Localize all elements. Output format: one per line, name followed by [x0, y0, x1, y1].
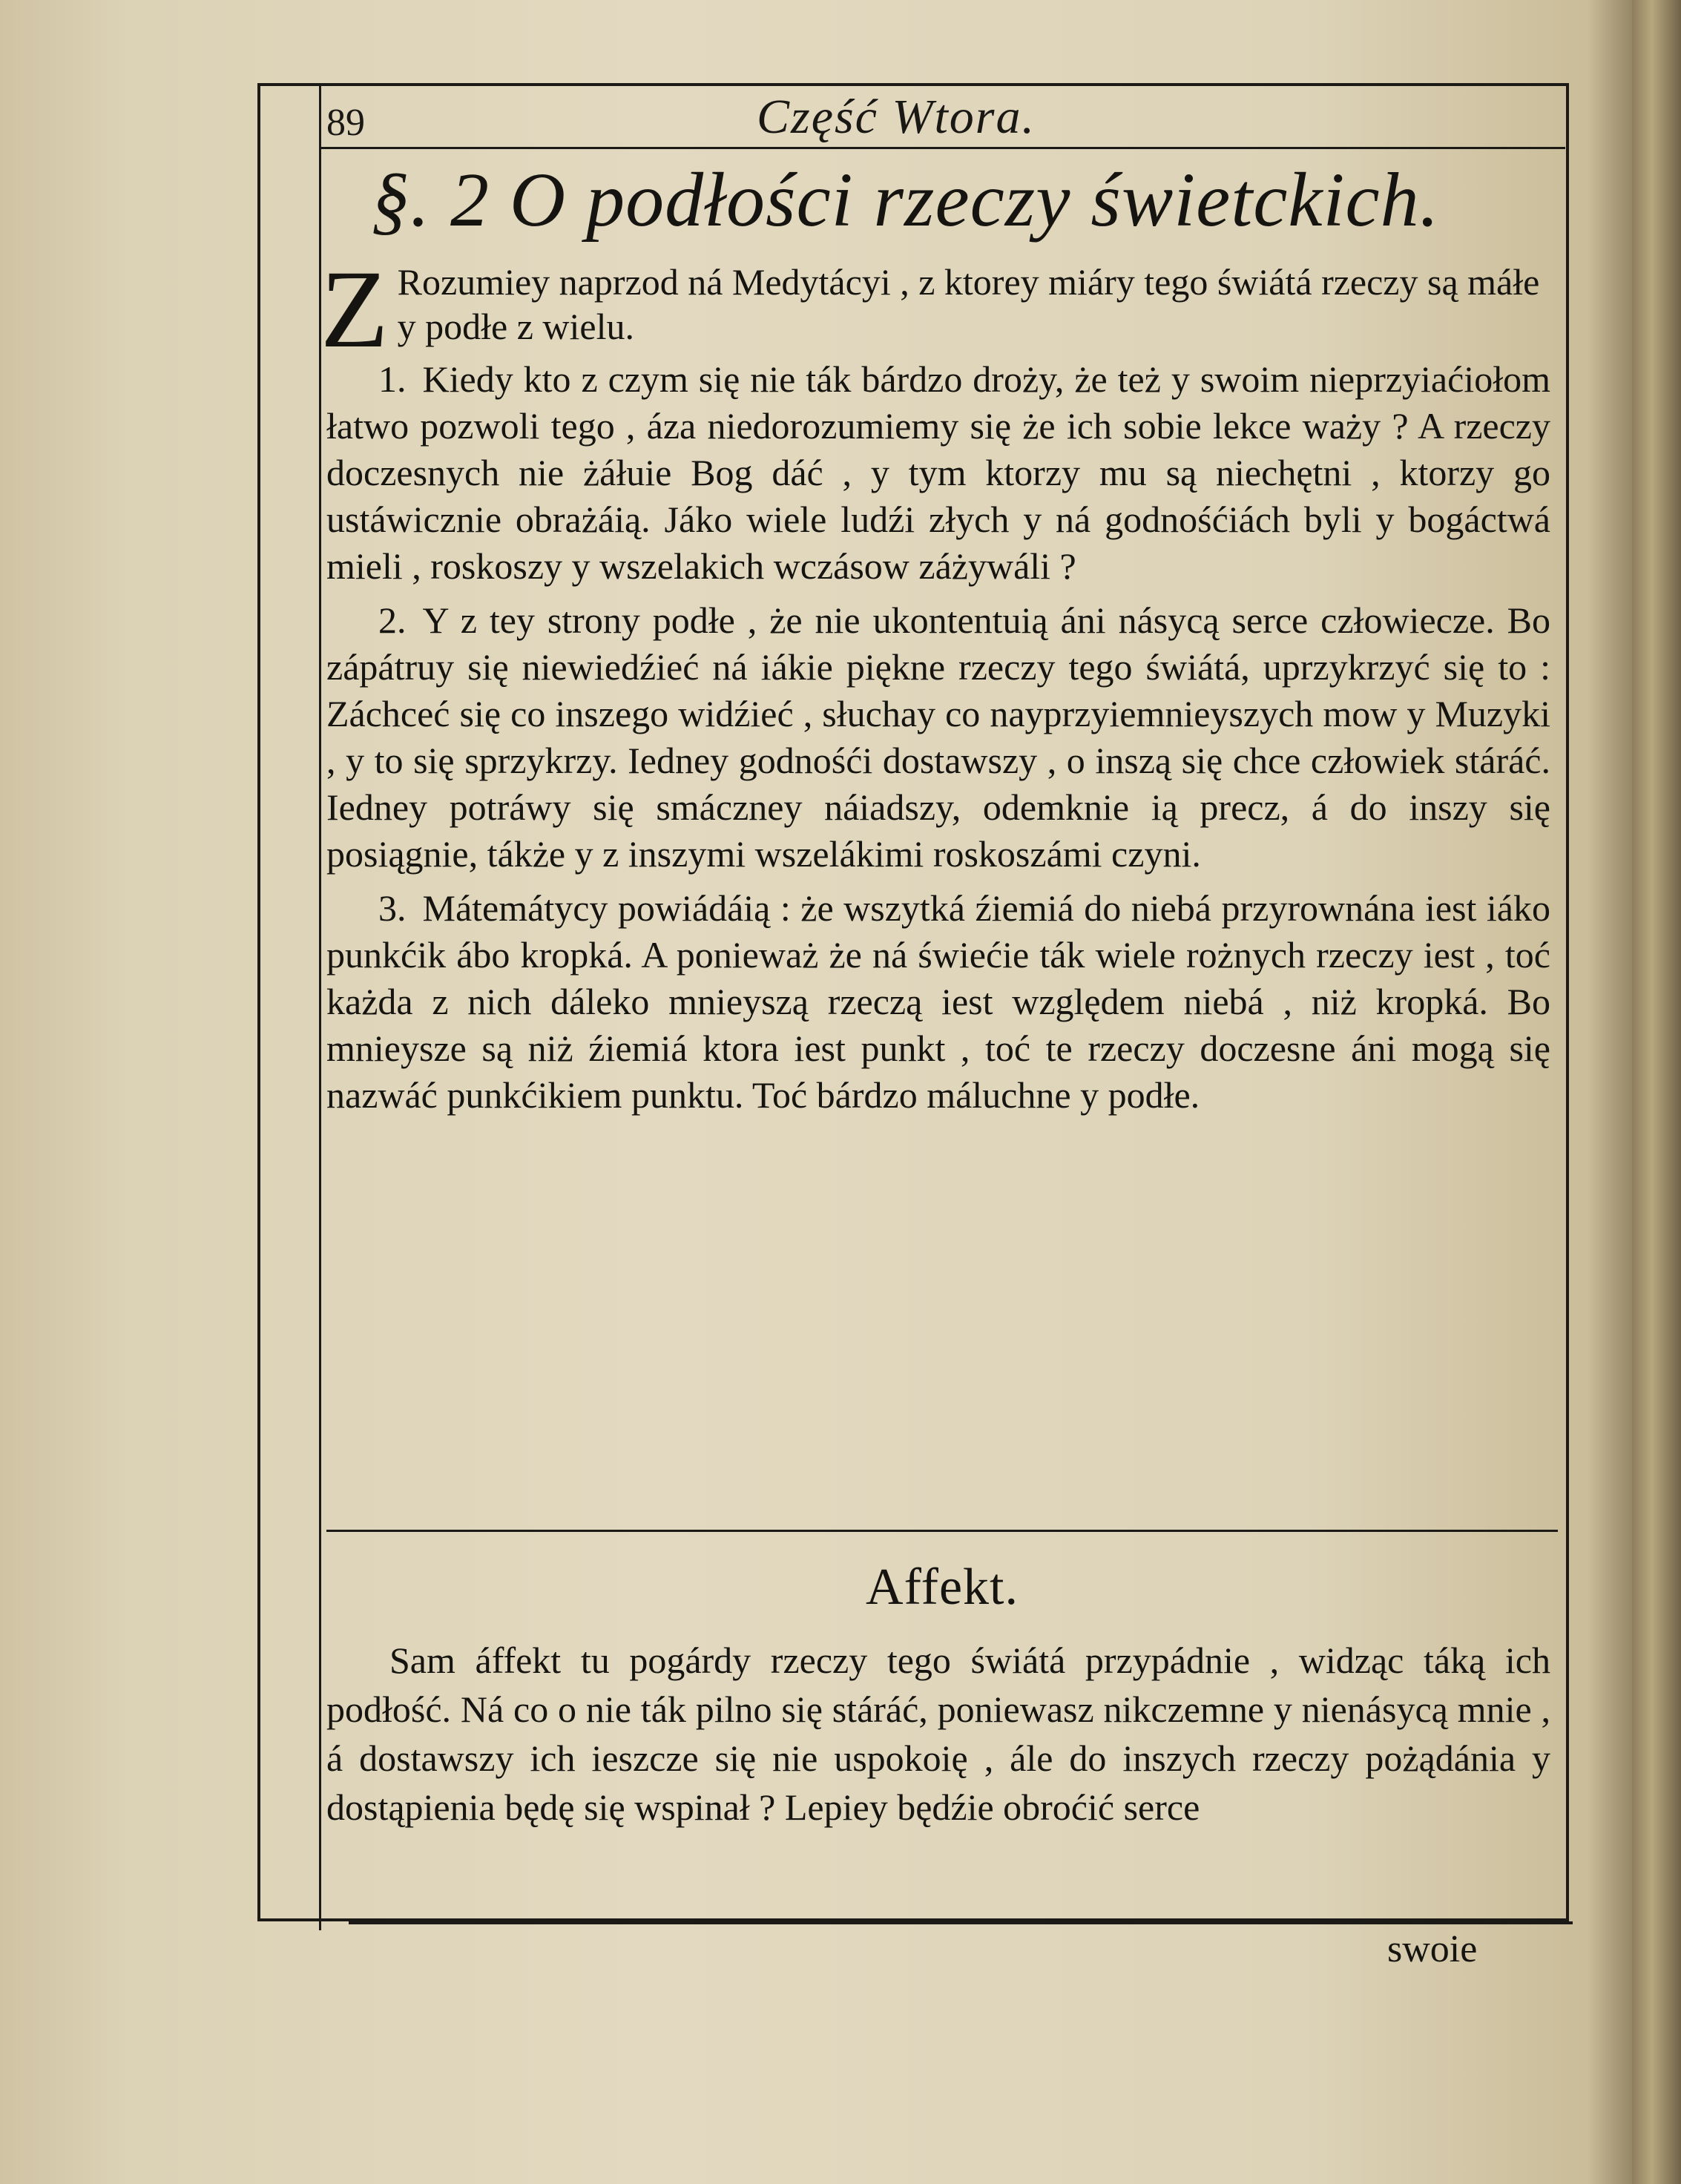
affekt-heading: Affekt. [866, 1559, 1019, 1616]
paragraph-number: 2. [378, 599, 407, 641]
affekt-paragraph: Sam áffekt tu pogárdy rzeczy tego świátá przypádnie , widząc táką ich podłość. Ná co o nie ták pilno się stáráć, poniewasz nikczemne y nienásycą mnie , á dostawszy ich ieszcze się nie uspokoię , ále do inszych rzeczy pożądánia y dostąpienia będę się wspinał ? Lepiey będźie obroćić serce [326, 1639, 1550, 1828]
paragraph-text: Kiedy kto z czym się nie ták bárdzo droży, że też y swoim nieprzyiaćiołom łatwo pozwoli tego , áza niedorozumiemy się że ich sobie lekce waży ? A rzeczy doczesnych nie żáłuie Bog dáć , y tym ktorzy mu są niechętni , ktorzy go ustáwicznie obrażáią. Jáko wiele ludźi złych y ná godnośćiách byli y bogáctwá mieli , roskoszy y wszelakich wczásow záżywáli ? [326, 358, 1550, 587]
running-head [326, 82, 1558, 148]
paragraph-text: Y z tey strony podłe , że nie ukontentuią áni násycą serce człowiecze. Bo zápátruy się niewiedźieć ná iákie piękne rzeczy tego świátá, uprzykrzyć się to : Záchceć się co inszego widźieć , słuchay co nayprzyiemnieyszych mow y Muzyki , y to się sprzykrzy. Iedney godnośći dostawszy , o inszą się chce człowiek stáráć. Iedney potráwy się smáczney náiadszy, odemknie ią precz, á do inszy się posiągnie, tákże y z inszymi wszelákimi roskoszámi czyni. [326, 599, 1550, 875]
drop-cap: Z [320, 248, 389, 371]
intro-paragraph [320, 248, 1550, 371]
paragraph-number: 3. [378, 887, 407, 929]
page-shadow [1588, 0, 1632, 2184]
paragraph-number: 1. [378, 358, 407, 400]
paragraph-text: Mátemátycy powiádáią : że wszytká źiemiá do niebá przyrownána iest iáko punkćik ábo kropká. A ponieważ że ná świećie ták wiele rożnych rzeczy iest , toć każda z nich dáleko mnieyszą rzeczą iest względem niebá , niż kropká. Bo mnieysze są niż źiemiá ktora iest punkt , toć te rzeczy doczesne áni mogą się nazwáć punkćikiem punktu. Toć bárdzo máluchne y podłe. [326, 887, 1550, 1116]
main-text [320, 156, 1550, 1119]
affekt-rule [326, 1530, 1558, 1532]
page-number: 89 [326, 102, 365, 144]
running-title: Część Wtora. [757, 90, 1036, 144]
frame-bottom-rule [349, 1921, 1573, 1924]
catchword: swoie [1387, 1928, 1478, 1970]
adjacent-page-edge [1632, 0, 1681, 2184]
paragraph-3 [326, 885, 1550, 1119]
section-heading: §. 2 O podłości rzeczy świetckich. [371, 157, 1440, 243]
paragraph-2 [326, 597, 1550, 878]
intro-text: Rozumiey naprzod ná Medytácyi , z ktorey miáry tego świátá rzeczy są máłe y podłe z wielu. [397, 261, 1540, 347]
paragraph-1 [326, 356, 1550, 590]
